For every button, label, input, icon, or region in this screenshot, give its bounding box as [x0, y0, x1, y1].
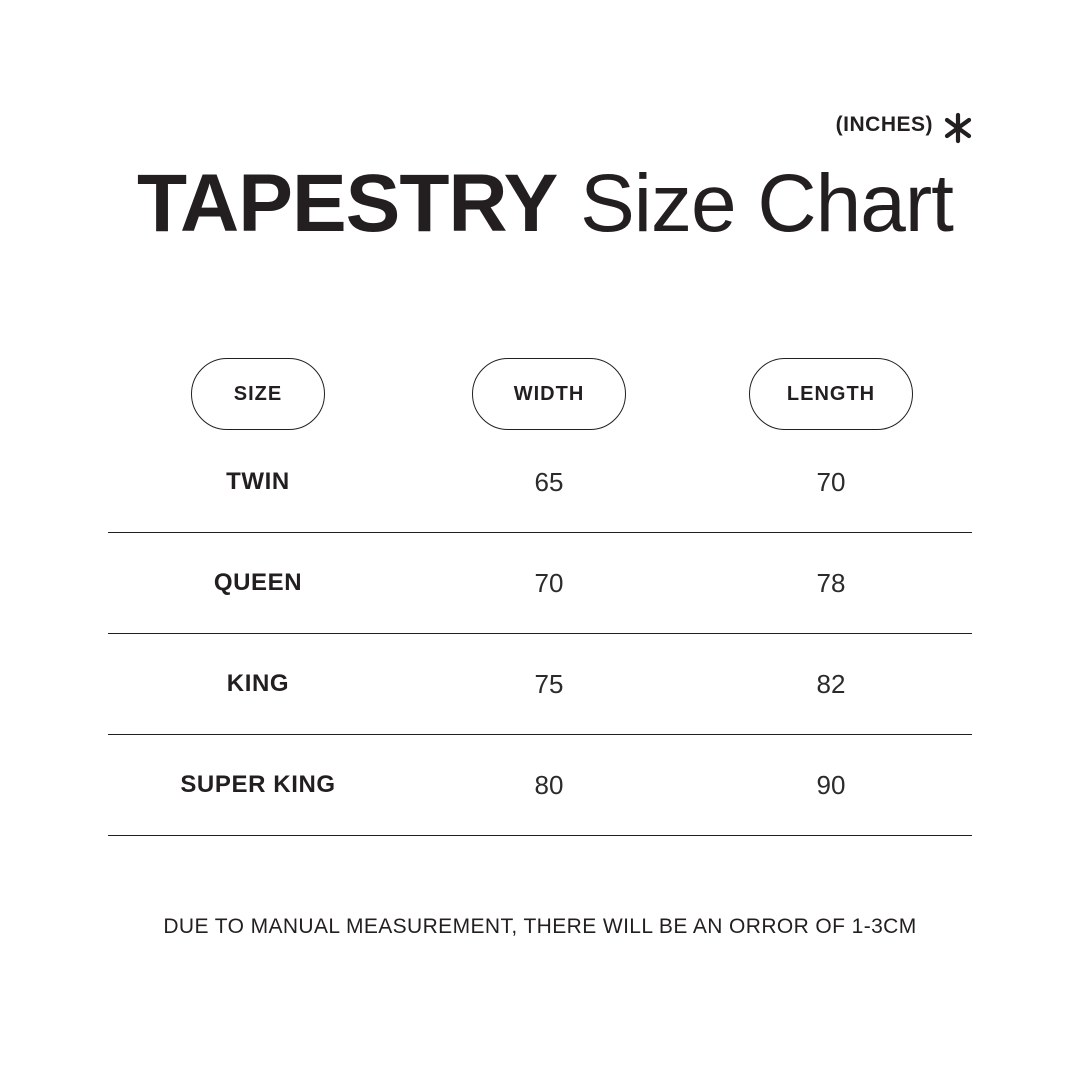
unit-label: (INCHES): [835, 113, 933, 136]
header-pill-length: LENGTH: [749, 358, 913, 430]
table-header-cell-length: [690, 358, 972, 430]
cell-width: 65: [534, 466, 564, 497]
table-header-cell-width: [408, 358, 690, 430]
unit-indicator: [836, 108, 975, 142]
table-row: [108, 634, 972, 735]
cell-length: 90: [816, 769, 846, 800]
cell-length: 82: [816, 668, 846, 699]
table-header-cell-size: [108, 358, 408, 430]
page-title-light: Size Chart: [580, 158, 953, 249]
cell-width: 80: [534, 769, 564, 800]
measurement-disclaimer: DUE TO MANUAL MEASUREMENT, THERE WILL BE AN ORROR OF 1-3CM: [163, 915, 917, 938]
table-row: [108, 533, 972, 634]
header-pill-width: WIDTH: [472, 358, 626, 430]
size-table: [108, 356, 972, 836]
table-row: [108, 735, 972, 836]
cell-size: SUPER KING: [180, 771, 336, 798]
cell-length: 78: [816, 567, 846, 598]
page-title: [110, 158, 980, 249]
table-header-row: [108, 356, 972, 432]
cell-size: QUEEN: [213, 569, 303, 596]
asterisk-icon: [941, 111, 975, 145]
table-row: [108, 432, 972, 533]
page-title-bold: TAPESTRY: [137, 158, 558, 249]
cell-size: TWIN: [226, 468, 290, 495]
cell-size: KING: [226, 670, 290, 697]
header-pill-size: SIZE: [191, 358, 325, 430]
cell-length: 70: [816, 466, 846, 497]
cell-width: 75: [534, 668, 564, 699]
cell-width: 70: [534, 567, 564, 598]
